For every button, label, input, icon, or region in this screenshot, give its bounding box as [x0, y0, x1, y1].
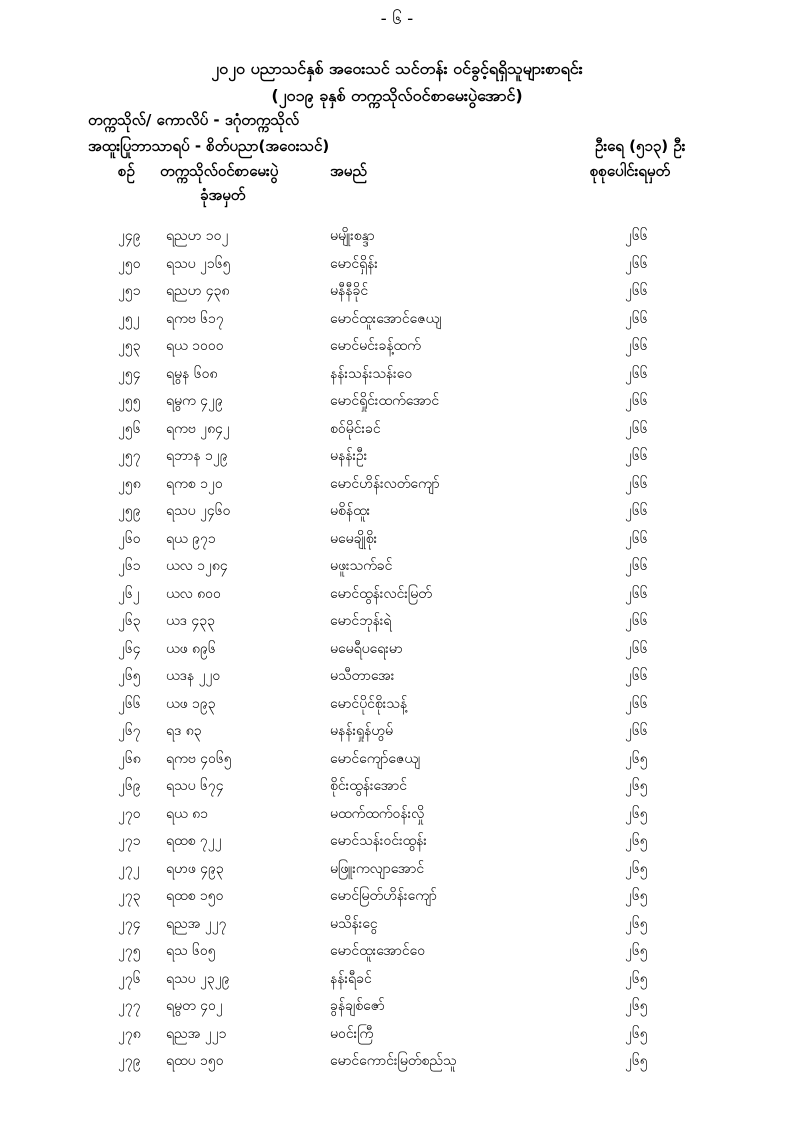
student-name: မဝင်းကြီ	[330, 1025, 374, 1042]
roll-number: ရသပ ၆၇၄	[166, 778, 224, 794]
roll-number: ယဖ ၈၉၆	[166, 640, 216, 657]
table-row	[0, 470, 794, 498]
student-name: မောင်သန်းဝင်းထွန်း	[330, 833, 427, 849]
total-score: ၂၆၅	[625, 915, 648, 932]
table-row	[0, 690, 794, 718]
row-number: ၂၇၂	[118, 860, 140, 877]
table-row	[0, 937, 794, 965]
row-number: ၂၇၀	[118, 805, 141, 822]
table-row	[0, 497, 794, 525]
table-row	[0, 580, 794, 608]
roll-number: ရညအ ၂၂၇	[166, 915, 227, 932]
total-score: ၂၆၅	[625, 1025, 648, 1042]
student-name: မောင်ဘုန်းရဲ	[330, 613, 392, 629]
total-score: ၂၆၆	[625, 695, 648, 712]
total-score: ၂၆၅	[625, 833, 648, 849]
student-name: နန်းသန်းသန်းဝေ	[330, 365, 413, 382]
row-number: ၂၇၉	[118, 1053, 141, 1069]
row-number: ၂၅၃	[118, 338, 141, 354]
roll-number: ရဒ ၈၃	[166, 723, 202, 739]
roll-number: ယဒ ၄၃၃	[166, 613, 215, 629]
student-name: မမျိုးစန္ဒာ	[330, 228, 375, 244]
table-row	[0, 910, 794, 938]
total-score: ၂၆၆	[625, 530, 648, 547]
total-score: ၂၆၅	[625, 888, 648, 904]
row-number: ၂၆၆	[118, 695, 141, 712]
student-name: မသိန်းငွေ	[330, 915, 378, 932]
roll-number: ရထစ ၇၂၂	[166, 833, 222, 849]
total-score: ၂၆၆	[625, 475, 648, 492]
university-label: တက္ကသိုလ်/ ကောလိပ် - ဒဂုံတက္ကသိုလ်	[88, 111, 300, 129]
total-score: ၂၆၆	[625, 585, 648, 602]
row-number: ၂၄၉	[118, 228, 141, 244]
document-title: ၂၀၂၀ ပညာသင်နှစ် အဝေးသင် သင်တန်း ဝင်ခွင့်ရရှိသူများစာရင်း	[211, 59, 583, 78]
roll-number: ရယ ၈၁	[166, 805, 208, 822]
row-number: ၂၆၉	[118, 778, 141, 794]
total-score: ၂၆၅	[625, 860, 648, 877]
total-score: ၂၆၅	[625, 750, 648, 767]
roll-number: ရထပ ၁၅၀	[166, 1053, 224, 1069]
table-row	[0, 1047, 794, 1075]
student-name: မောင်ကျော်ဇေယျ	[330, 750, 421, 767]
roll-number: ရကဗ ၂၈၄၂	[166, 420, 230, 437]
table-row	[0, 882, 794, 910]
roll-number: ရညအ ၂၂၁	[166, 1025, 227, 1042]
roll-number: ရဟဖ ၄၉၃	[166, 860, 224, 877]
row-number: ၂၅၄	[118, 365, 141, 382]
column-header-roll: တက္ကသိုလ်ဝင်စာမေးပွဲ	[160, 162, 279, 180]
total-score: ၂၆၆	[625, 503, 648, 519]
roll-number: ရယ ၁၀၀၀	[166, 338, 224, 354]
roll-number: ရညဟ ၁၀၂	[166, 228, 229, 244]
row-number: ၂၆၁	[118, 558, 141, 574]
total-score: ၂၆၆	[625, 393, 648, 409]
student-name: မောင်မြတ်ဟိန်းကျော်	[330, 888, 437, 904]
table-row	[0, 992, 794, 1020]
total-score: ၂၆၅	[625, 943, 648, 959]
roll-number: ရသပ ၂၁၆၅	[166, 255, 231, 272]
roll-number: ယဒန ၂၂၀	[166, 668, 221, 684]
row-number: ၂၆၅	[118, 668, 141, 684]
student-name: မမေရီပရေးမာ	[330, 640, 403, 657]
total-score: ၂၆၆	[625, 613, 648, 629]
row-number: ၂၇၆	[118, 970, 141, 987]
row-number: ၂၅၂	[118, 310, 140, 327]
total-count: ဦးရေ (၅၁၃) ဦး	[595, 137, 686, 155]
row-number: ၂၅၈	[118, 475, 141, 492]
roll-number: ရကစ ၁၂၀	[166, 475, 223, 492]
column-header-name: အမည်	[330, 162, 367, 180]
student-name: စဝ်မိုင်းခင်	[330, 420, 381, 437]
table-row	[0, 800, 794, 828]
student-name: မောင်ပိုင်စိုးသန့်	[330, 695, 408, 712]
student-name: မနန်းရှုန်ဟွမ်	[330, 723, 394, 739]
student-name: စိုင်းထွန်းအောင်	[330, 778, 407, 794]
total-score: ၂၆၆	[625, 668, 648, 684]
table-row	[0, 250, 794, 278]
student-name: မောင်မင်းခန့်ထက်	[330, 338, 421, 354]
column-header-score: စုစုပေါင်းရမှတ်	[590, 162, 671, 180]
total-score: ၂၆၆	[625, 338, 648, 354]
row-number: ၂၆၈	[118, 750, 141, 767]
student-name: မောင်ထူးအောင်ဇေယျ	[330, 310, 442, 327]
total-score: ၂၆၅	[625, 998, 648, 1014]
roll-number: ယဖ ၁၉၃	[166, 695, 216, 712]
total-score: ၂၆၅	[625, 1053, 648, 1069]
student-name: မသီတာအေး	[330, 668, 395, 684]
table-row	[0, 1020, 794, 1048]
table-row	[0, 332, 794, 360]
total-score: ၂၆၆	[625, 365, 648, 382]
roll-number: ရမွတ ၄၀၂	[166, 998, 223, 1014]
student-name: မောင်ရှိုင်းထက်အောင်	[330, 393, 440, 409]
total-score: ၂၆၆	[625, 255, 648, 272]
row-number: ၂၅၉	[118, 503, 141, 519]
row-number: ၂၅၅	[118, 393, 141, 409]
roll-number: ရထစ ၁၅၀	[166, 888, 224, 904]
row-number: ၂၅၀	[118, 255, 141, 272]
student-name: မစိန်ထူး	[330, 503, 371, 519]
row-number: ၂၆၃	[118, 613, 141, 629]
table-row	[0, 745, 794, 773]
subject-label: အထူးပြုဘာသာရပ် - စိတ်ပညာ(အဝေးသင်)	[88, 137, 330, 155]
roll-number: ရယ ၉၇၁	[166, 530, 216, 547]
total-score: ၂၆၆	[625, 448, 648, 464]
table-row	[0, 360, 794, 388]
total-score: ၂၆၆	[625, 228, 648, 244]
row-number: ၂၇၇	[118, 998, 141, 1014]
row-number: ၂၆၂	[118, 585, 140, 602]
total-score: ၂၆၅	[625, 805, 648, 822]
roll-number: ရသ ၆၀၅	[166, 943, 216, 959]
student-name: နန်းရီခင်	[330, 970, 372, 987]
total-score: ၂၆၆	[625, 723, 648, 739]
student-name: မဖြူးကလျာအောင်	[330, 860, 425, 877]
student-name: မောင်ထူးအောင်ဝေ	[330, 943, 426, 959]
table-row	[0, 635, 794, 663]
table-row	[0, 552, 794, 580]
student-name: မောင်ကောင်းမြတ်စည်သူ	[330, 1053, 457, 1069]
table-row	[0, 772, 794, 800]
student-name: မဖူးသက်ခင်	[330, 558, 393, 574]
student-name: မောင်ဟိန်းလတ်ကျော်	[330, 475, 440, 492]
table-row	[0, 305, 794, 333]
table-row	[0, 277, 794, 305]
total-score: ၂၆၆	[625, 640, 648, 657]
table-row	[0, 662, 794, 690]
student-name: မနန်းဦး	[330, 448, 368, 464]
table-row	[0, 965, 794, 993]
total-score: ၂၆၅	[625, 778, 648, 794]
student-name: မထက်ထက်ဝန်းလှို	[330, 805, 425, 822]
row-number: ၂၅၁	[118, 283, 141, 299]
table-row	[0, 855, 794, 883]
student-name: မောင်ရှိန်း	[330, 255, 378, 272]
roll-number: ရညဟ ၄၃၈	[166, 283, 230, 299]
row-number: ၂၇၃	[118, 888, 141, 904]
table-row	[0, 415, 794, 443]
table-row	[0, 827, 794, 855]
roll-number: ယလ ၈၀၀	[166, 585, 221, 602]
roll-number: ရကဗ ၆၁၇	[166, 310, 224, 327]
roll-number: ရမွန ၆၀၈	[166, 365, 218, 382]
table-row	[0, 442, 794, 470]
table-row	[0, 525, 794, 553]
results-list	[0, 222, 794, 1075]
document-subtitle: (၂၀၁၉ ခုနှစ် တက္ကသိုလ်ဝင်စာမေးပွဲအောင်)	[271, 86, 523, 105]
table-row	[0, 607, 794, 635]
roll-number: ရကဗ ၄၀၆၅	[166, 750, 232, 767]
student-name: မနီနီခိုင်	[330, 283, 369, 299]
row-number: ၂၇၈	[118, 1025, 141, 1042]
row-number: ၂၅၇	[118, 448, 141, 464]
row-number: ၂၅၆	[118, 420, 141, 437]
roll-number: ရဘာန ၁၂၉	[166, 448, 228, 464]
table-row	[0, 222, 794, 250]
student-name: မမေချိုစိုး	[330, 530, 378, 547]
roll-number: ယလ ၁၂၈၄	[166, 558, 228, 574]
total-score: ၂၆၆	[625, 310, 648, 327]
table-row	[0, 717, 794, 745]
total-score: ၂၆၆	[625, 283, 648, 299]
roll-number: ရသပ ၂၃၂၉	[166, 970, 230, 987]
row-number: ၂၇၅	[118, 943, 141, 959]
roll-number: ရမွက ၄၂၉	[166, 393, 223, 409]
table-row	[0, 387, 794, 415]
row-number: ၂၆၀	[118, 530, 141, 547]
row-number: ၂၇၄	[118, 915, 141, 932]
student-name: ခွန်ချစ်ဇော်	[330, 998, 385, 1014]
total-score: ၂၆၆	[625, 558, 648, 574]
student-name: မောင်ထွန်းလင်းမြတ်	[330, 585, 432, 602]
row-number: ၂၆၄	[118, 640, 141, 657]
roll-number: ရသပ ၂၄၆၀	[166, 503, 231, 519]
row-number: ၂၇၁	[118, 833, 141, 849]
page-number: - ၆ -	[380, 9, 414, 29]
column-header-roll-line2: ခုံအမှတ်	[200, 186, 246, 204]
row-number: ၂၆၇	[118, 723, 141, 739]
column-header-no: စဉ်	[118, 162, 135, 180]
total-score: ၂၆၆	[625, 420, 648, 437]
total-score: ၂၆၅	[625, 970, 648, 987]
